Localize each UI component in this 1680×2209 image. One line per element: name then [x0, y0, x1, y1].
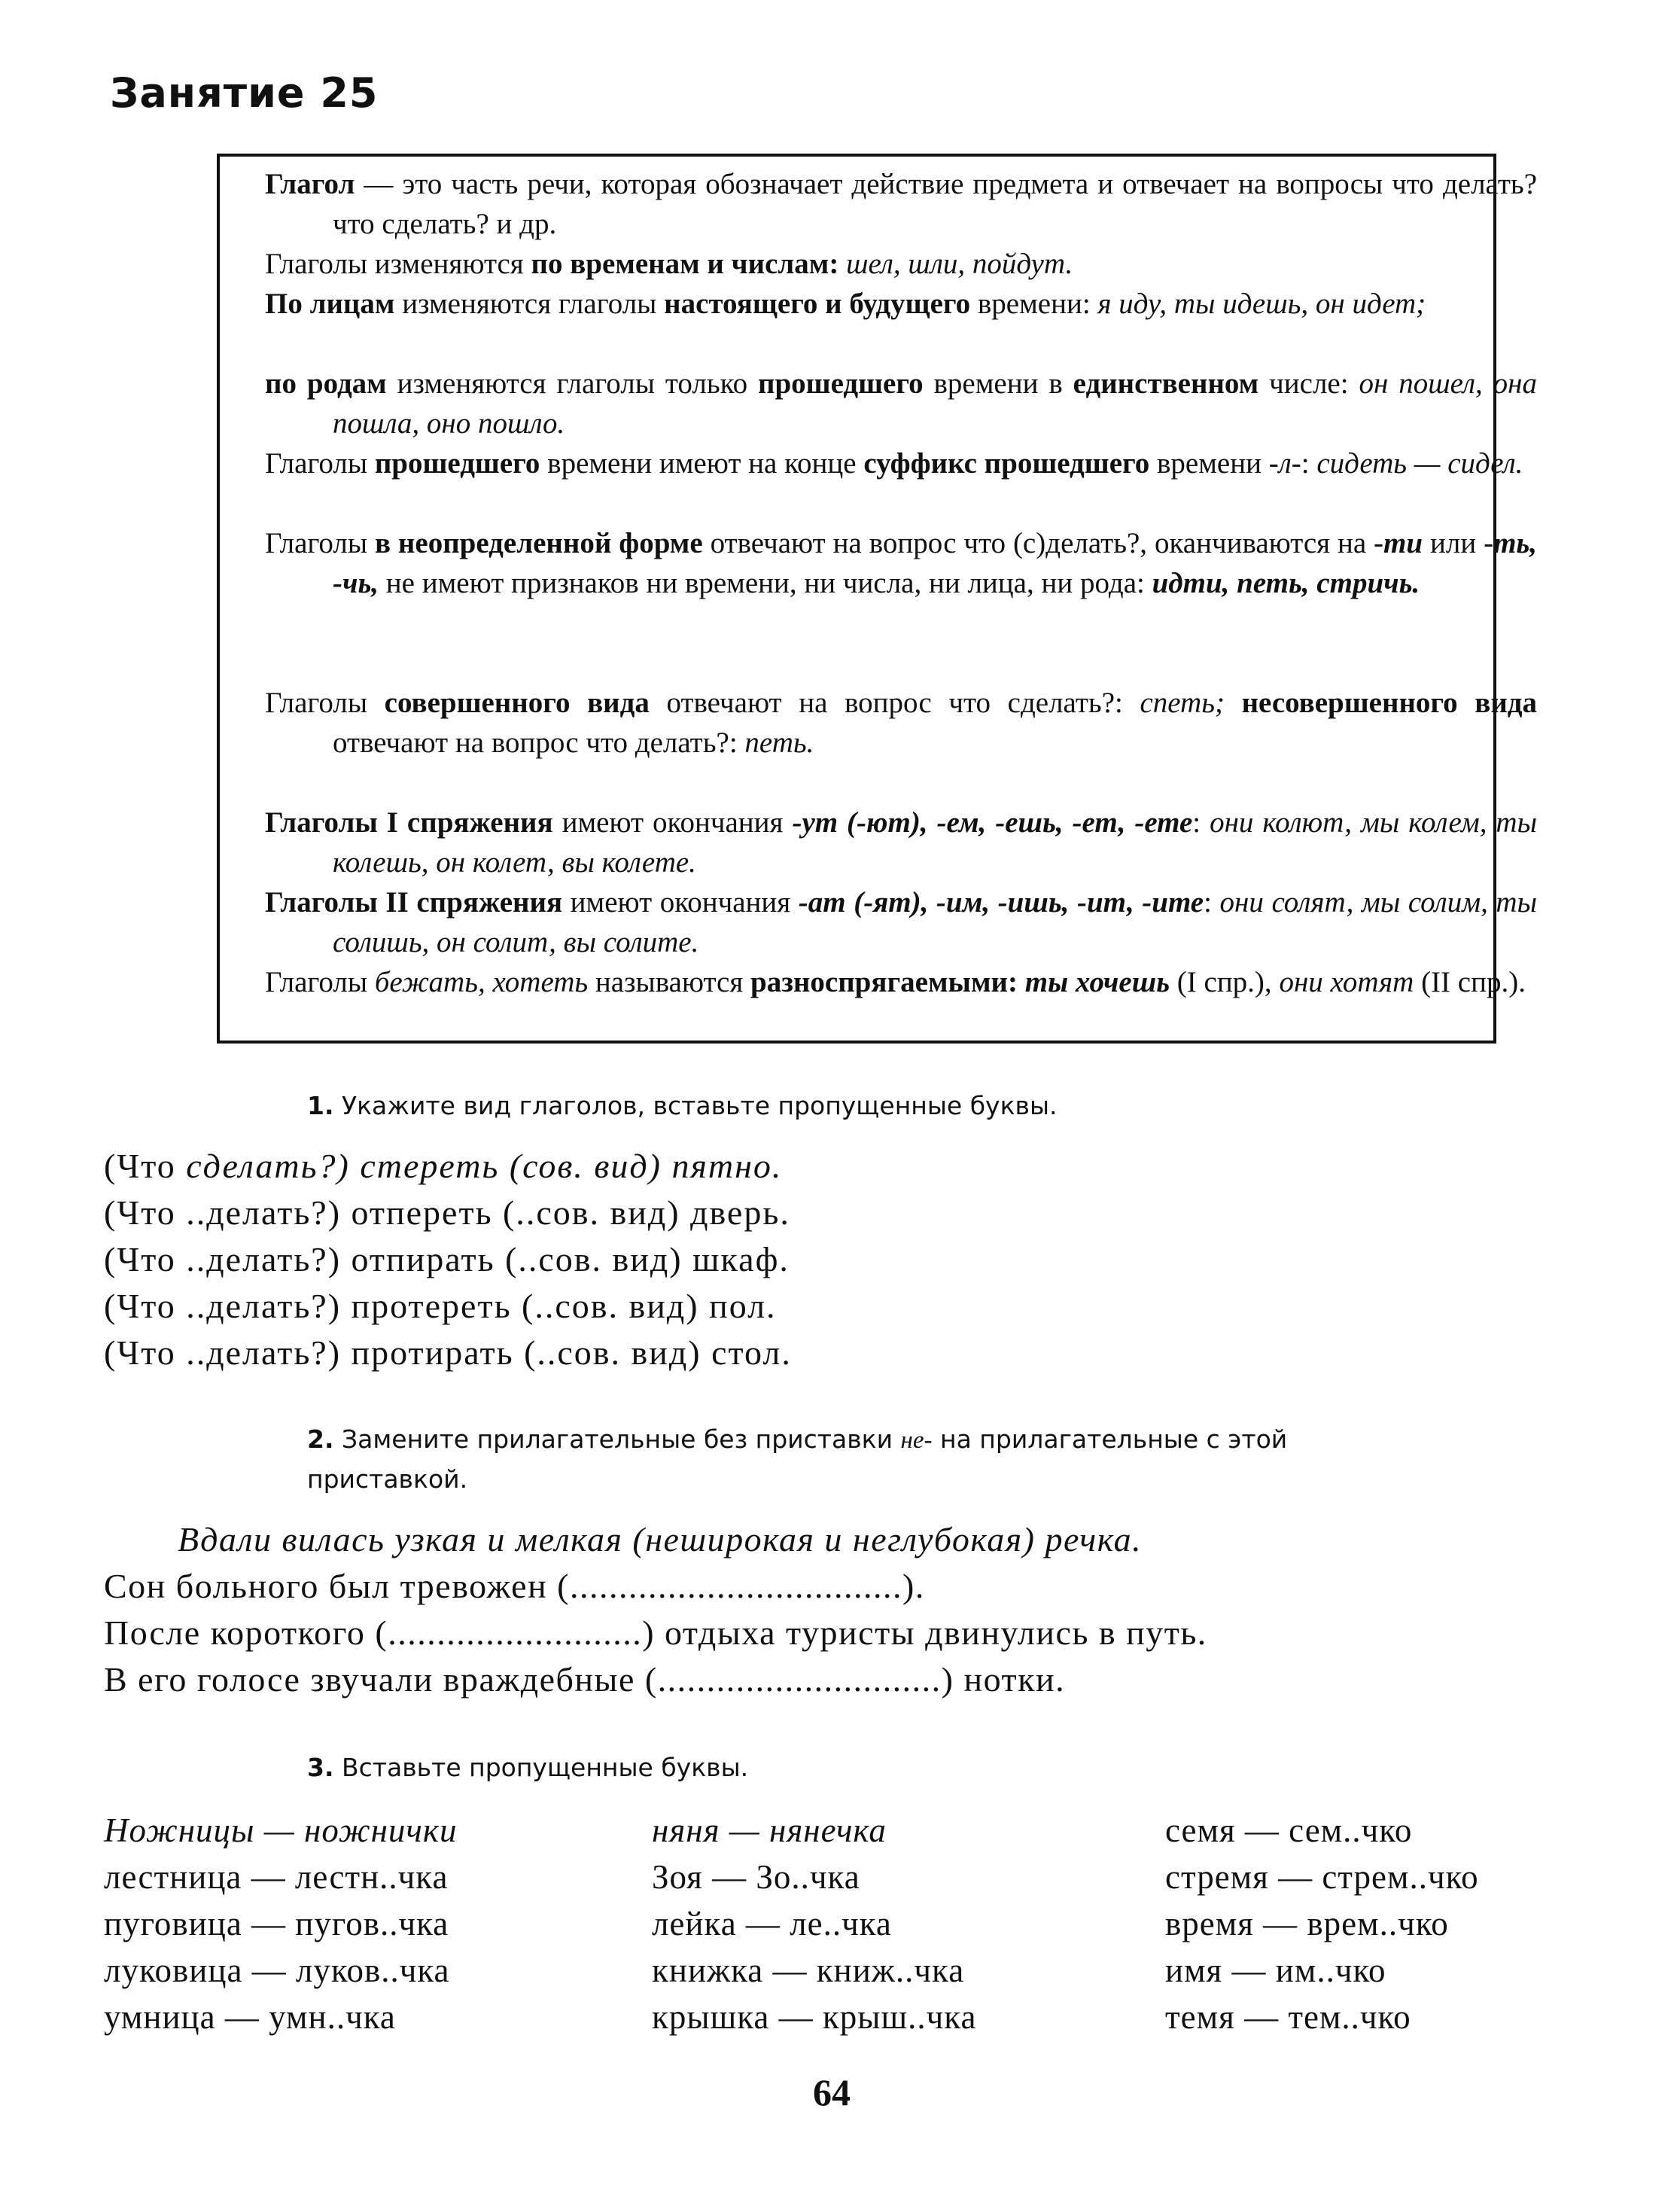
- word-pair: Зоя — Зо..чка: [652, 1858, 860, 1896]
- exercise-1-sample: (Что сделать?) стереть (сов. вид) пятно.: [104, 1147, 783, 1185]
- word-pair-sample: Ножницы — ножнички: [104, 1811, 458, 1849]
- rule-persons: По лицам изменяются глаголы настоящего и будущего времени: я иду, ты идешь, он идет;: [265, 288, 1426, 320]
- word-pair: лейка — ле..чка: [652, 1905, 892, 1942]
- exercise-3-column-2: [652, 1807, 976, 2040]
- rule-past-suffix: Глаголы прошедшего времени имеют на конце суффикс прошедшего времени -л-: сидеть — сидел.: [265, 447, 1523, 480]
- word-pair: книжка — книж..чка: [652, 1952, 965, 1989]
- rule-tense-number: Глаголы изменяются по временам и числам: шел, шли, пойдут.: [265, 248, 1073, 280]
- exercise-3-column-1: [104, 1807, 457, 2040]
- word-pair: пуговица — пугов..чка: [104, 1905, 449, 1942]
- exercise-1-line: (Что ..делать?) отпирать (..сов. вид) шкаф.: [104, 1240, 790, 1278]
- exercise-1-line: (Что ..делать?) протирать (..сов. вид) стол.: [104, 1333, 792, 1372]
- rule-box: [217, 154, 1538, 1044]
- rule-conjugation-2: Глаголы II спряжения имеют окончания -ат (-ят), -им, -ишь, -ит, -ите: они солят, мы солим, ты солишь, он солит, вы солите.: [265, 886, 1537, 958]
- word-pair: стремя — стрем..чко: [1165, 1858, 1479, 1896]
- word-pair: лестница — лестн..чка: [104, 1858, 449, 1896]
- exercise-2-line: В его голосе звучали враждебные (.............................) нотки.: [104, 1660, 1066, 1699]
- word-pair: умница — умн..чка: [104, 1998, 396, 2036]
- exercise-1-line: (Что ..делать?) протереть (..сов. вид) пол.: [104, 1287, 777, 1325]
- exercise-2-line: Сон больного был тревожен (..................................).: [104, 1567, 925, 1605]
- word-pair-sample: няня — нянечка: [652, 1811, 887, 1849]
- word-pair: время — врем..чко: [1165, 1905, 1449, 1942]
- word-pair: крышка — крыш..чка: [652, 1998, 977, 2036]
- rule-conjugation-1: Глаголы I спряжения имеют окончания -ут (-ют), -ем, -ешь, -ет, -ете: они колют, мы колем, ты колешь, он колет, вы колете.: [265, 806, 1538, 879]
- word-pair: семя — сем..чко: [1165, 1811, 1413, 1849]
- exercise-2-task: 2. Замените прилагательные без приставки не- на прилагательные с этой приставкой.: [307, 1424, 1288, 1494]
- exercise-1-line: (Что ..делать?) отпереть (..сов. вид) дверь.: [104, 1193, 790, 1232]
- exercise-3-task: 3. Вставьте пропущенные буквы.: [307, 1753, 749, 1782]
- word-pair: луковица — луков..чка: [104, 1952, 450, 1989]
- rule-infinitive: Глаголы в неопределенной форме отвечают на вопрос что (с)делать?, оканчиваются на -ти или -ть, -чь, не имеют признаков ни времени, ни числа, ни лица, ни рода: идти, петь, стричь.: [265, 527, 1537, 599]
- word-pair: темя — тем..чко: [1165, 1998, 1411, 2036]
- rule-mixed-conjugation: Глаголы бежать, хотеть называются разноспрягаемыми: ты хочешь (I спр.), они хотят (II спр.).: [265, 966, 1526, 998]
- rule-definition: Глагол — это часть речи, которая обозначает действие предмета и отвечает на вопросы что делать? что сделать? и др.: [265, 168, 1537, 240]
- exercise-3-column-3: [1165, 1807, 1479, 2040]
- rule-aspect: Глаголы совершенного вида отвечают на вопрос что сделать?: спеть; несовершенного вида отвечают на вопрос что делать?: петь.: [265, 687, 1538, 759]
- exercise-2-line: После короткого (..........................) отдыха туристы двинулись в путь.: [104, 1613, 1207, 1652]
- lesson-title: Занятие 25: [110, 69, 379, 117]
- word-pair: имя — им..чко: [1165, 1952, 1386, 1989]
- exercise-2-sample: Вдали вилась узкая и мелкая (неширокая и неглубокая) речка.: [178, 1520, 1143, 1558]
- page-number: 64: [813, 2071, 851, 2113]
- exercise-1-task: 1. Укажите вид глаголов, вставьте пропущенные буквы.: [307, 1091, 1058, 1120]
- rule-genders: по родам изменяются глаголы только прошедшего времени в единственном числе: он пошел, она пошла, оно пошло.: [265, 367, 1538, 440]
